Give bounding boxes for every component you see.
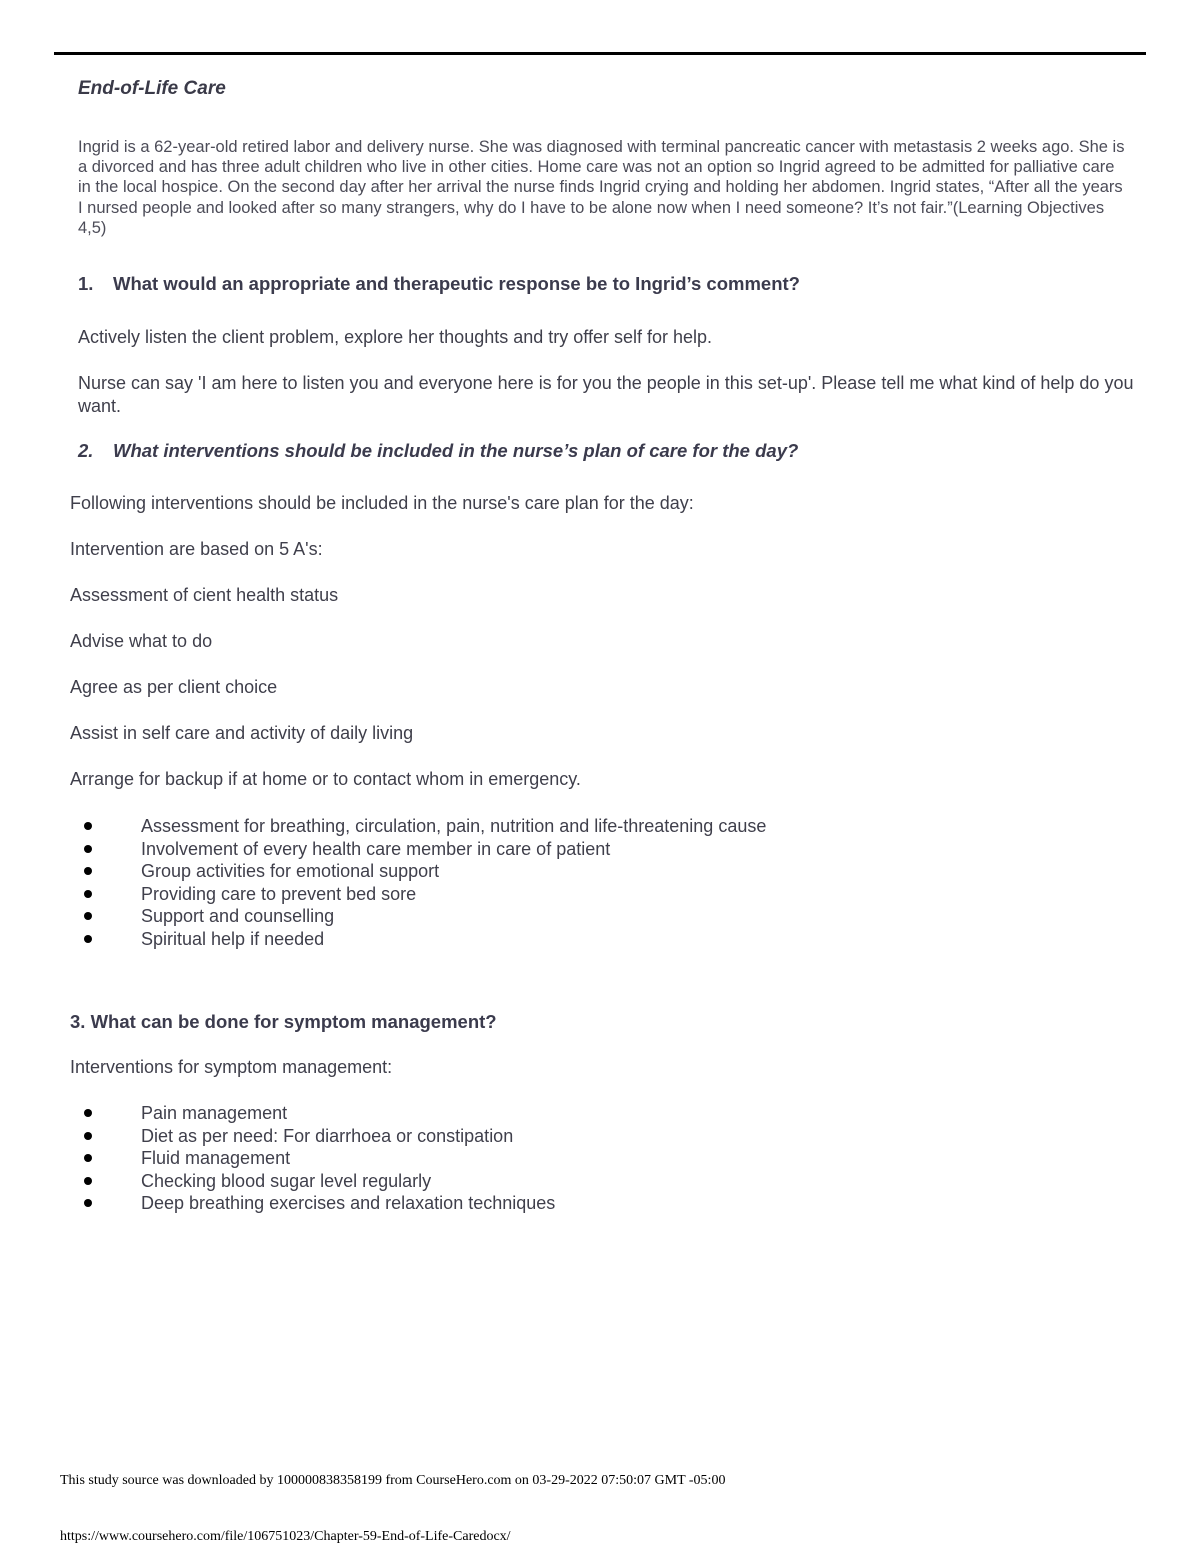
question-2-number: 2. xyxy=(78,440,94,461)
bullet-icon xyxy=(84,1154,92,1162)
q2-a-item: Arrange for backup if at home or to contact whom in emergency. xyxy=(70,769,581,789)
bullet-icon xyxy=(84,822,92,830)
list-item: Fluid management xyxy=(70,1147,555,1170)
q1-answer-1: Actively listen the client problem, explore her thoughts and try offer self for help. xyxy=(78,327,712,347)
bullet-icon xyxy=(84,935,92,943)
list-item: Providing care to prevent bed sore xyxy=(70,883,766,906)
bullet-icon xyxy=(84,1177,92,1185)
bullet-icon xyxy=(84,1109,92,1117)
question-2-text: What interventions should be included in the nurse’s plan of care for the day? xyxy=(113,440,799,461)
list-item: Involvement of every health care member in care of patient xyxy=(70,838,766,861)
q1-answer-2: Nurse can say 'I am here to listen you and everyone here is for you the people in this set-up'. Please tell me what kind of help do you want. xyxy=(78,373,1134,416)
question-1-text: What would an appropriate and therapeutic response be to Ingrid’s comment? xyxy=(113,273,800,294)
q3-bullet-list xyxy=(70,1102,555,1215)
q2-five-as-heading: Intervention are based on 5 A's: xyxy=(70,539,323,559)
q2-a-item: Agree as per client choice xyxy=(70,677,278,697)
question-3: 3. What can be done for symptom management? xyxy=(70,1011,497,1032)
question-2 xyxy=(78,440,798,462)
q2-bullet-list xyxy=(70,815,766,950)
bullet-icon xyxy=(84,867,92,875)
q2-a-item: Assist in self care and activity of daily living xyxy=(70,723,414,743)
bullet-icon xyxy=(84,890,92,898)
document-title: End-of-Life Care xyxy=(78,78,226,99)
download-notice: This study source was downloaded by 100000838358199 from CourseHero.com on 03-29-2022 07:50:07 GMT -05:00 xyxy=(60,1473,726,1488)
bullet-icon xyxy=(84,912,92,920)
q2-intro: Following interventions should be included in the nurse's care plan for the day: xyxy=(70,493,694,513)
question-1-number: 1. xyxy=(78,273,94,294)
list-item: Group activities for emotional support xyxy=(70,860,766,883)
list-item: Assessment for breathing, circulation, pain, nutrition and life-threatening cause xyxy=(70,815,766,838)
list-item: Deep breathing exercises and relaxation techniques xyxy=(70,1192,555,1215)
question-1 xyxy=(78,273,800,295)
list-item: Support and counselling xyxy=(70,905,766,928)
q2-a-item: Assessment of cient health status xyxy=(70,585,339,605)
q3-intro: Interventions for symptom management: xyxy=(70,1057,393,1077)
case-study-text: Ingrid is a 62-year-old retired labor and delivery nurse. She was diagnosed with terminal pancreatic cancer with metastasis 2 weeks ago. She is a divorced and has three adult children who live in other cities. Home care was not an option so Ingrid agreed to be admitted for palliative care in the local hospice. On the second day after her arrival the nurse finds Ingrid crying and holding her abdomen. Ingrid states, “After all the years I nursed people and looked after so many strangers, why do I have to be alone now when I need someone? It’s not fair.”(Learning Objectives 4,5) xyxy=(78,138,1125,237)
bullet-icon xyxy=(84,1132,92,1140)
top-rule xyxy=(54,52,1146,55)
bullet-icon xyxy=(84,1199,92,1207)
list-item: Diet as per need: For diarrhoea or constipation xyxy=(70,1125,555,1148)
source-url-link[interactable]: https://www.coursehero.com/file/106751023/Chapter-59-End-of-Life-Caredocx/ xyxy=(60,1529,511,1544)
q2-a-item: Advise what to do xyxy=(70,631,213,651)
bullet-icon xyxy=(84,845,92,853)
list-item: Checking blood sugar level regularly xyxy=(70,1170,555,1193)
list-item: Pain management xyxy=(70,1102,555,1125)
list-item: Spiritual help if needed xyxy=(70,928,766,951)
